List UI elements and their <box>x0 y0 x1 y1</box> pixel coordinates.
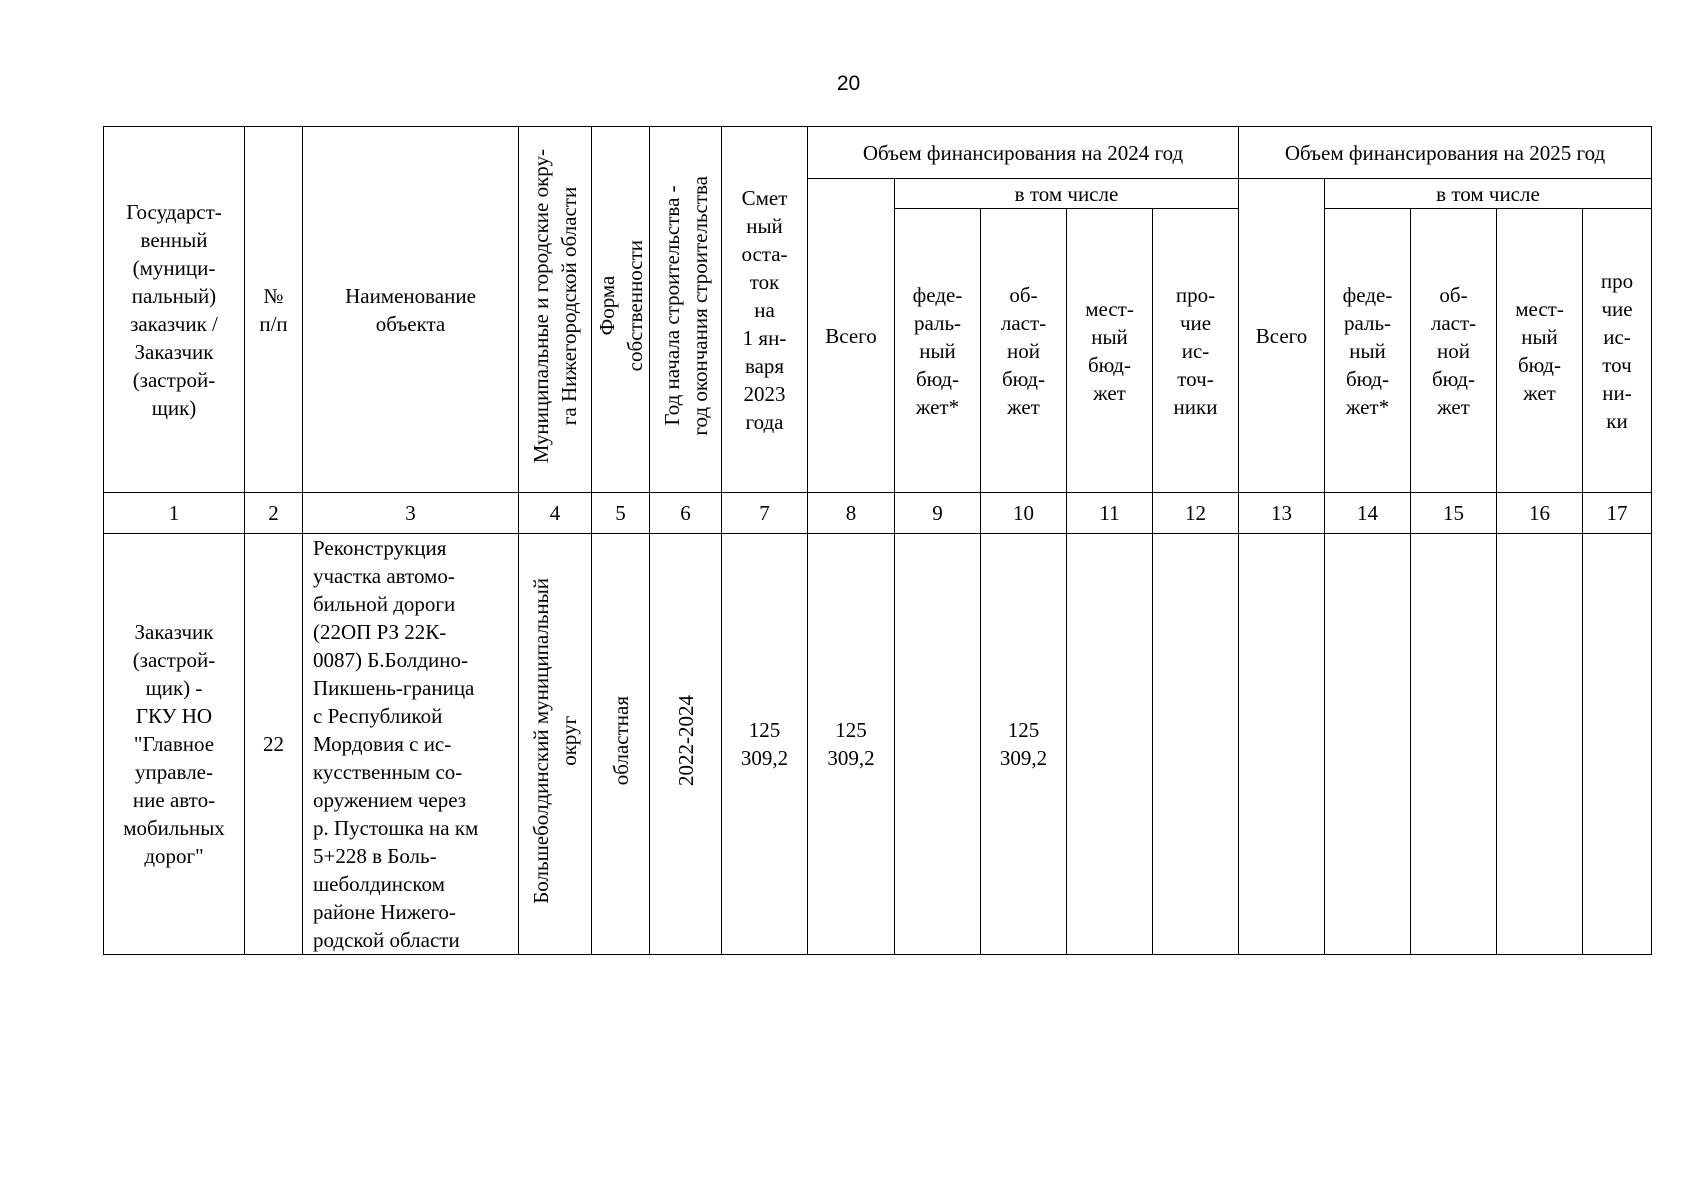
header-other-2025: про чие ис- точ ни- ки <box>1583 209 1652 493</box>
cell-district: Большеболдинский муниципальный округ <box>519 534 592 955</box>
cell-object-name: Реконструкция участка автомо- бильной дороги (22ОП РЗ 22К- 0087) Б.Болдино- Пикшень-граница с Республикой Мордовия с ис- кусственным со- оружением через р. Пустошка на км 5+228 в Боль- шеболдинском районе Нижего- родской области <box>303 534 519 955</box>
column-number: 11 <box>1067 493 1153 534</box>
column-number: 4 <box>519 493 592 534</box>
table-row <box>104 534 1652 955</box>
cell-regional-2025 <box>1411 534 1497 955</box>
cell-total-2024: 125 309,2 <box>808 534 895 955</box>
cell-years: 2022-2024 <box>650 534 722 955</box>
header-years: Год начала строительства - год окончания строительства <box>650 127 722 493</box>
column-number: 10 <box>981 493 1067 534</box>
cell-customer: Заказчик (застрой- щик) - ГКУ НО "Главное управле- ние авто- мобильных дорог" <box>104 534 245 955</box>
column-number: 9 <box>895 493 981 534</box>
cell-other-2025 <box>1583 534 1652 955</box>
column-number: 17 <box>1583 493 1652 534</box>
column-number: 5 <box>592 493 650 534</box>
column-number: 2 <box>245 493 303 534</box>
header-regional-2025: об- ласт- ной бюд- жет <box>1411 209 1497 493</box>
funding-table <box>103 126 1652 955</box>
page-number: 20 <box>836 72 861 95</box>
header-regional-2024: об- ласт- ной бюд- жет <box>981 209 1067 493</box>
cell-federal-2024 <box>895 534 981 955</box>
header-funding-2025: Объем финансирования на 2025 год <box>1239 127 1652 179</box>
header-total-2024: Всего <box>808 179 895 493</box>
column-number: 16 <box>1497 493 1583 534</box>
cell-federal-2025 <box>1325 534 1411 955</box>
column-number: 13 <box>1239 493 1325 534</box>
column-number: 8 <box>808 493 895 534</box>
header-object-name: Наименование объекта <box>303 127 519 493</box>
header-local-2025: мест- ный бюд- жет <box>1497 209 1583 493</box>
column-number: 15 <box>1411 493 1497 534</box>
cell-estimate: 125 309,2 <box>722 534 808 955</box>
header-funding-2024: Объем финансирования на 2024 год <box>808 127 1239 179</box>
cell-local-2024 <box>1067 534 1153 955</box>
header-districts: Муниципальные и городские окру- га Нижегородской области <box>519 127 592 493</box>
column-number: 3 <box>303 493 519 534</box>
cell-regional-2024: 125 309,2 <box>981 534 1067 955</box>
column-number: 1 <box>104 493 245 534</box>
cell-local-2025 <box>1497 534 1583 955</box>
column-number: 7 <box>722 493 808 534</box>
header-num: № п/п <box>245 127 303 493</box>
header-including-2024: в том числе <box>895 179 1239 209</box>
header-estimate: Смет ный оста- ток на 1 ян- варя 2023 года <box>722 127 808 493</box>
header-total-2025: Всего <box>1239 179 1325 493</box>
column-number: 12 <box>1153 493 1239 534</box>
cell-num: 22 <box>245 534 303 955</box>
cell-ownership: областная <box>592 534 650 955</box>
cell-total-2025 <box>1239 534 1325 955</box>
header-federal-2025: феде- раль- ный бюд- жет* <box>1325 209 1411 493</box>
header-ownership: Форма собственности <box>592 127 650 493</box>
header-local-2024: мест- ный бюд- жет <box>1067 209 1153 493</box>
header-including-2025: в том числе <box>1325 179 1652 209</box>
column-number: 6 <box>650 493 722 534</box>
cell-other-2024 <box>1153 534 1239 955</box>
column-number: 14 <box>1325 493 1411 534</box>
header-federal-2024: феде- раль- ный бюд- жет* <box>895 209 981 493</box>
header-customer: Государст- венный (муници- пальный) заказчик / Заказчик (застрой- щик) <box>104 127 245 493</box>
header-other-2024: про- чие ис- точ- ники <box>1153 209 1239 493</box>
column-number-row <box>104 493 1652 534</box>
